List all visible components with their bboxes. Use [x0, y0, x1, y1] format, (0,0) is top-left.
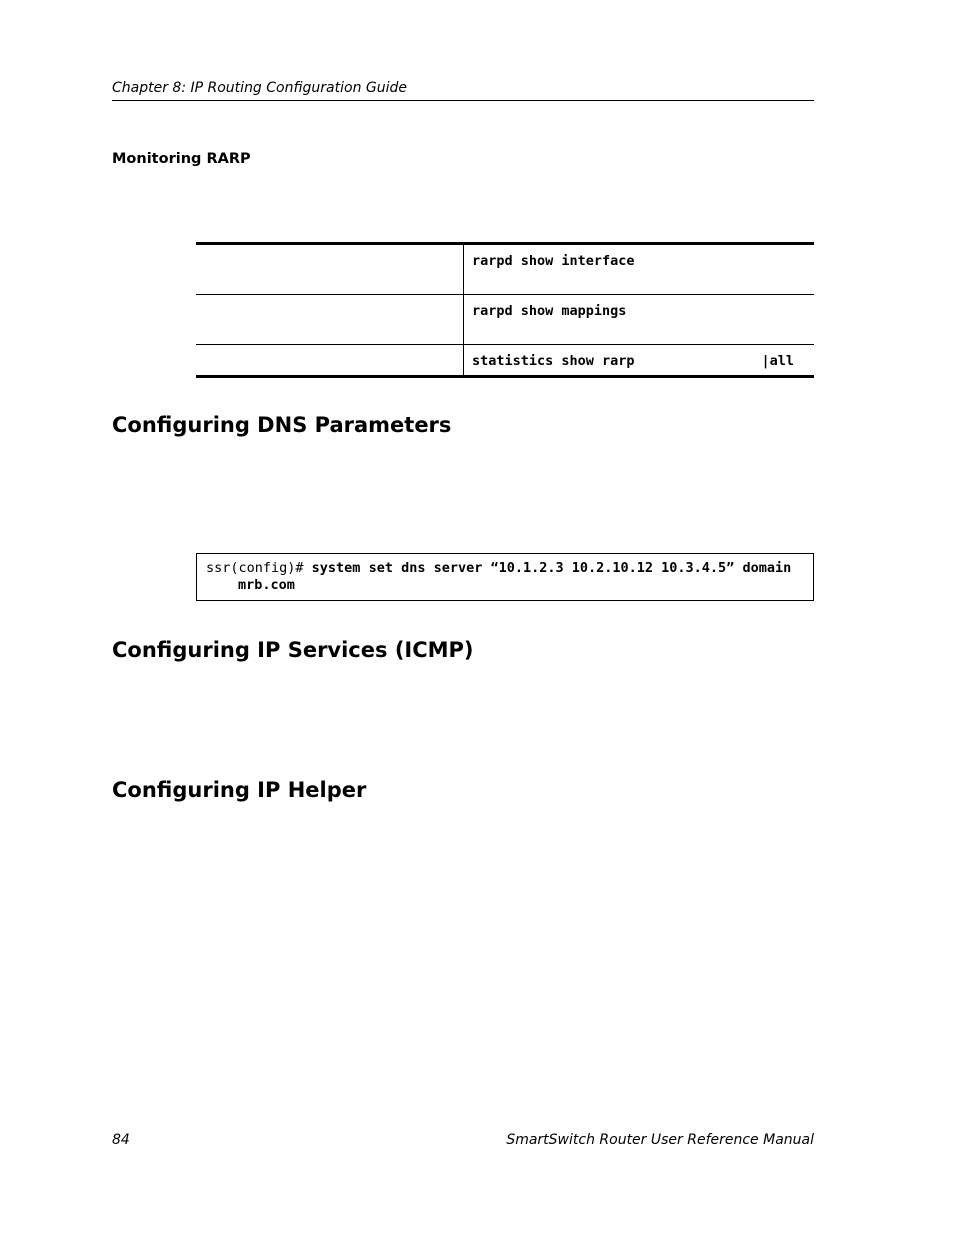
cli-command: system set dns server “10.1.2.3 10.2.10.12 10.3.4.5” domain	[311, 560, 792, 576]
table-row	[196, 244, 814, 295]
table-row	[196, 345, 814, 377]
rarp-command-table	[196, 242, 814, 378]
command-text: statistics show rarp	[472, 353, 635, 369]
cli-prompt: ssr(config)#	[206, 560, 312, 576]
row-command	[464, 295, 815, 345]
command-text: rarpd show interface	[472, 253, 635, 269]
command-option: |all	[761, 353, 794, 369]
table-row	[196, 295, 814, 345]
icmp-section-heading: Configuring IP Services (ICMP)	[112, 638, 474, 662]
code-line	[206, 560, 805, 577]
dns-section-heading: Configuring DNS Parameters	[112, 413, 452, 437]
row-description	[196, 295, 464, 345]
ip-helper-section-heading: Configuring IP Helper	[112, 778, 367, 802]
code-continuation: mrb.com	[238, 577, 295, 593]
running-head: Chapter 8: IP Routing Configuration Guide	[112, 79, 814, 101]
monitoring-rarp-heading: Monitoring RARP	[112, 151, 251, 167]
command-text: rarpd show mappings	[472, 303, 627, 319]
row-description	[196, 345, 464, 377]
row-command	[464, 345, 815, 377]
row-description	[196, 244, 464, 295]
book-title: SmartSwitch Router User Reference Manual	[506, 1132, 814, 1148]
dns-example-code	[196, 553, 814, 601]
row-command	[464, 244, 815, 295]
page-number: 84	[112, 1132, 130, 1148]
